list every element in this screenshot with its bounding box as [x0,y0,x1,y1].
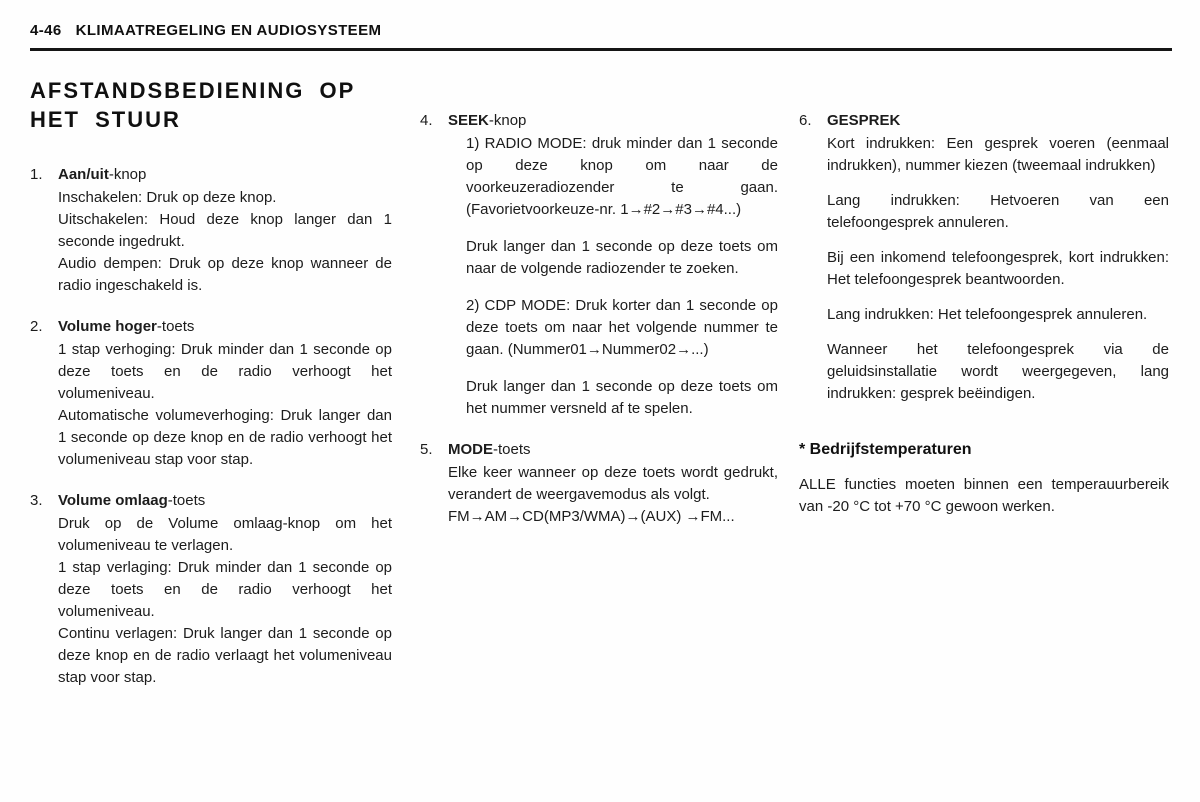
paragraph: 1 stap verlaging: Druk minder dan 1 seconde op deze toets en de radio verhoogt het volumeniveau. [58,559,392,620]
paragraph: 1 stap verhoging: Druk minder dan 1 seconde op deze toets en de radio verhoogt het volumeniveau. [58,341,392,402]
item-number: 4. [420,112,433,129]
item-title [827,110,1169,132]
item-paragraphs [448,133,778,420]
item-paragraphs [827,133,1169,405]
item-body [58,316,392,471]
list-item-call [799,110,1169,405]
item-number: 6. [799,112,812,129]
item-title-rest: -knop [108,166,147,183]
item-title-rest: -knop [488,112,527,129]
item-title-bold: SEEK [448,112,489,129]
section-title-line-1: AFSTANDSBEDIENING OP [30,78,356,103]
list-item-mode [420,439,778,528]
page-number: 4-46 [30,22,62,39]
item-title [58,164,392,186]
item-title-bold: Aan/uit [58,166,109,183]
item-title-rest: -toets [156,318,195,335]
paragraph: Inschakelen: Druk op deze knop. [58,189,277,206]
item-body [448,110,778,420]
list-item-volume-down [30,490,392,689]
operating-temperatures-note [799,439,1169,518]
paragraph: FM→AM→CD(MP3/WMA)→(AUX) →FM... [448,508,735,525]
paragraph: Wanneer het telefoongesprek via de geluidsinstallatie wordt weergegeven, lang indrukken: gesprek beëindigen. [827,341,1169,402]
item-paragraphs [58,187,392,297]
column-middle [420,110,778,547]
footnote-title: * Bedrijfstemperaturen [799,441,972,458]
item-paragraphs [58,339,392,471]
item-body [58,164,392,297]
list-item-seek [420,110,778,420]
item-title-bold: GESPREK [827,112,901,129]
paragraph: Druk langer dan 1 seconde op deze toets om naar de volgende radiozender te zoeken. [466,238,778,277]
item-title-rest: -toets [493,441,531,458]
item-number: 3. [30,492,43,509]
item-body [58,490,392,689]
paragraph: Kort indrukken: Een gesprek voeren (eenmaal indrukken), nummer kiezen (tweemaal indrukken) [827,135,1169,174]
paragraph: Lang indrukken: Hetvoeren van een telefoongesprek annuleren. [827,192,1169,231]
section-title-line-2: HET STUUR [30,107,181,132]
column-right [799,110,1169,518]
item-number: 1. [30,166,43,183]
section-title [30,76,392,134]
paragraph: Audio dempen: Druk op deze knop wanneer de radio ingeschakeld is. [58,255,392,294]
item-number: 2. [30,318,43,335]
paragraph: Bij een inkomend telefoongesprek, kort indrukken: Het telefoongesprek beantwoorden. [827,249,1169,288]
item-title-bold: Volume hoger [58,318,157,335]
paragraph: Druk op de Volume omlaag-knop om het volumeniveau te verlagen. [58,515,392,554]
header-rule [30,48,1172,51]
paragraph: Elke keer wanneer op deze toets wordt gedrukt, verandert de weergavemodus als volgt. [448,464,778,503]
paragraph: Lang indrukken: Het telefoongesprek annuleren. [827,306,1148,323]
header-title [30,22,1172,39]
paragraph: Automatische volumeverhoging: Druk langer dan 1 seconde op deze knop en de radio verhoogt het volumeniveau stap voor stap. [58,407,392,468]
item-title-rest: -toets [167,492,206,509]
item-body [827,110,1169,405]
item-title [58,490,392,512]
item-title-bold: MODE [448,441,493,458]
item-paragraphs [448,462,778,528]
paragraph: Druk langer dan 1 seconde op deze toets om het nummer versneld af te spelen. [466,378,778,417]
item-title [58,316,392,338]
page-header [30,22,1172,51]
item-title [448,110,778,132]
paragraph: 2) CDP MODE: Druk korter dan 1 seconde op deze toets om naar het volgende nummer te gaan. (Nummer01→Nummer02→...) [466,297,778,358]
item-paragraphs [58,513,392,689]
paragraph: 1) RADIO MODE: druk minder dan 1 seconde op deze knop om naar de voorkeuzeradiozender te gaan. (Favorietvoorkeuze-nr. 1→#2→#3→#4...) [466,135,778,218]
item-title-bold: Volume omlaag [58,492,168,509]
paragraph: Continu verlagen: Druk langer dan 1 seconde op deze knop en de radio verlaagt het volumeniveau stap voor stap. [58,625,392,686]
chapter-title: KLIMAATREGELING EN AUDIOSYSTEEM [75,22,382,39]
item-body [448,439,778,528]
list-item-power [30,164,392,297]
column-left [30,76,392,708]
item-title [448,439,778,461]
item-number: 5. [420,441,433,458]
list-item-volume-up [30,316,392,471]
paragraph: Uitschakelen: Houd deze knop langer dan 1 seconde ingedrukt. [58,211,392,250]
footnote-body: ALLE functies moeten binnen een temperauurbereik van -20 °C tot +70 °C gewoon werken. [799,476,1169,515]
